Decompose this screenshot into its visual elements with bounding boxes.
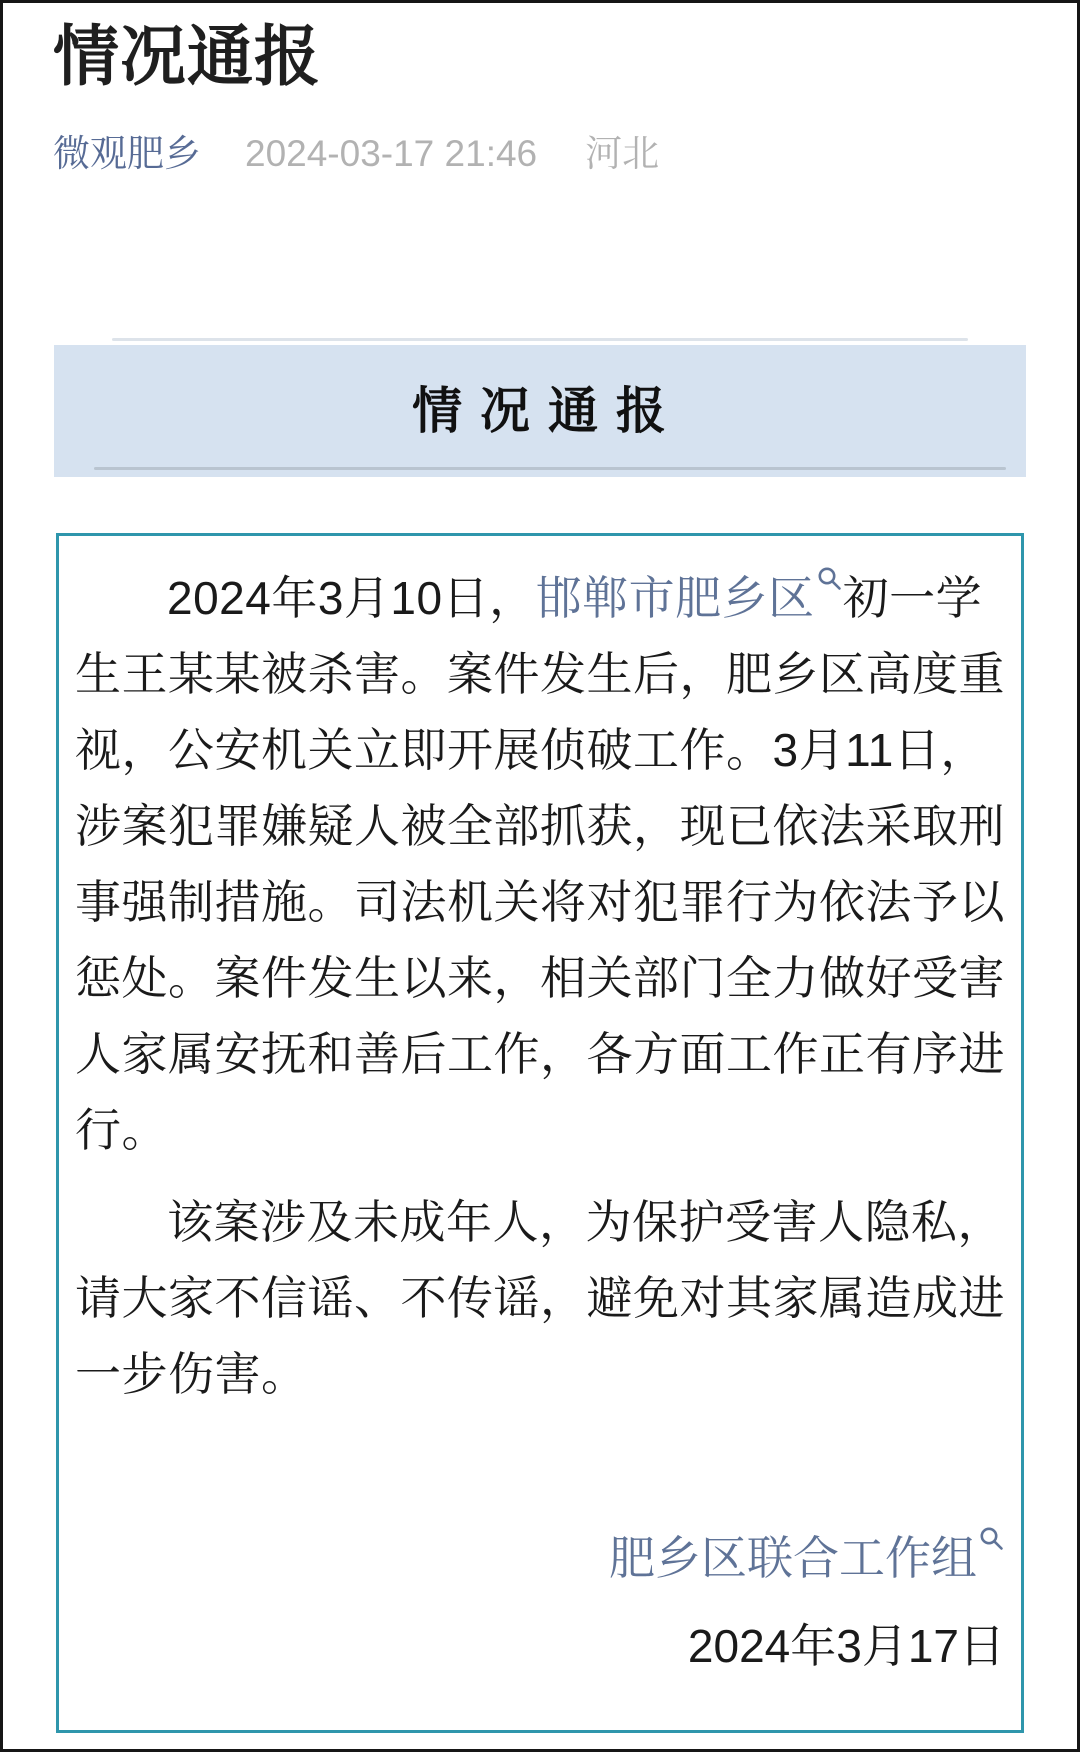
byline [53, 128, 1027, 180]
paragraph-text: 初一学生王某某被杀害。案件发生后，肥乡区高度重视，公安机关立即开展侦破工作。3月11日，涉案犯罪嫌疑人被全部抓获，现已依法采取刑事强制措施。司法机关将对犯罪行为依法予以惩处。案件发生以来，相关部门全力做好受害人家属安抚和善后工作，各方面工作正有序进行。 [75, 572, 1005, 1156]
notice-banner [54, 345, 1026, 477]
account-link[interactable]: 微观肥乡 [53, 133, 201, 174]
notice-box [56, 533, 1024, 1733]
banner-top-rule [112, 338, 968, 341]
banner-bottom-rule [94, 467, 1006, 470]
paragraph-text: 2024年3月10日， [167, 572, 536, 624]
page-title: 情况通报 [53, 19, 321, 93]
notice-paragraph-2: 该案涉及未成年人，为保护受害人隐私，请大家不信谣、不传谣，避免对其家属造成进一步伤害。 [75, 1196, 1005, 1400]
signature-text[interactable]: 肥乡区联合工作组 [609, 1532, 977, 1584]
signature-line [75, 1520, 1005, 1596]
signature-search-link[interactable] [609, 1532, 1005, 1584]
notice-date: 2024年3月17日 [687, 1620, 1005, 1672]
publish-location: 河北 [585, 133, 660, 174]
region-search-link[interactable] [536, 572, 843, 624]
banner-title: 情 况 通 报 [412, 383, 668, 439]
search-icon[interactable] [979, 1526, 1005, 1552]
link-text[interactable]: 邯郸市肥乡区 [535, 572, 815, 624]
search-icon[interactable] [817, 566, 843, 592]
notice-paragraph-1 [75, 560, 1005, 1168]
publish-time: 2024-03-17 21:46 [245, 133, 538, 174]
